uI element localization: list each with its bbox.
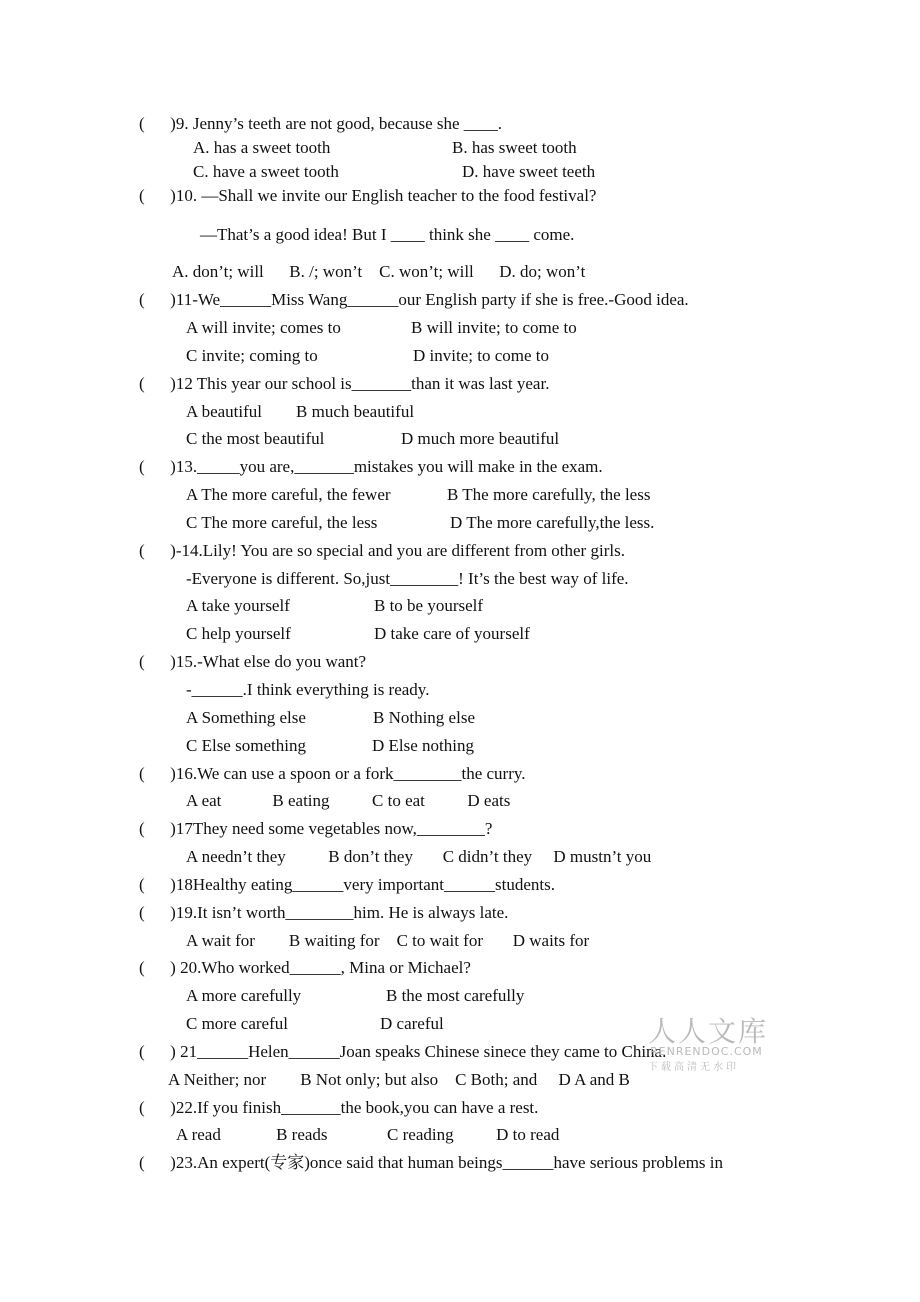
q13-option-c: C The more careful, the less (186, 513, 378, 532)
q16-options: A eat B eating C to eat D eats (186, 791, 511, 810)
q9-option-d: D. have sweet teeth (462, 162, 596, 181)
question-23: ( )23.An expert(专家)once said that human beings______have serious problems in (139, 1153, 724, 1172)
q15-option-b: B Nothing else (373, 708, 475, 727)
q12-option-d: D much more beautiful (401, 429, 560, 448)
question-12: ( )12 This year our school is_______than it was last year. (139, 374, 550, 393)
q11-option-b: B will invite; to come to (411, 318, 577, 337)
q15-option-c: C Else something (186, 736, 306, 755)
watermark-logo (648, 1016, 774, 1080)
q21-options: A Neither; nor B Not only; but also C Both; and D A and B (168, 1070, 630, 1089)
q15-option-d: D Else nothing (372, 736, 474, 755)
question-22: ( )22.If you finish_______the book,you can have a rest. (139, 1098, 539, 1117)
watermark-title: 人人文库 (648, 1015, 769, 1048)
q20-option-a: A more carefully (186, 986, 302, 1005)
q20-option-b: B the most carefully (386, 986, 525, 1005)
question-17: ( )17They need some vegetables now,________? (139, 819, 493, 838)
q20-option-d: D careful (380, 1014, 444, 1033)
question-11: ( )11-We______Miss Wang______our English party if she is free.-Good idea. (139, 290, 689, 309)
question-16: ( )16.We can use a spoon or a fork________the curry. (139, 764, 526, 783)
q11-option-d: D invite; to come to (413, 346, 549, 365)
q9-option-b: B. has sweet tooth (452, 138, 577, 157)
q9-option-c: C. have a sweet tooth (193, 162, 339, 181)
q14-reply: -Everyone is different. So,just________! It’s the best way of life. (186, 569, 629, 588)
q13-option-b: B The more carefully, the less (447, 485, 651, 504)
q20-option-c: C more careful (186, 1014, 288, 1033)
q15-reply: -______.I think everything is ready. (186, 680, 430, 699)
q22-options: A read B reads C reading D to read (176, 1125, 560, 1144)
question-13: ( )13._____you are,_______mistakes you will make in the exam. (139, 457, 603, 476)
q14-option-b: B to be yourself (374, 596, 484, 615)
question-20: ( ) 20.Who worked______, Mina or Michael? (139, 958, 471, 977)
watermark-domain: RENRENDOC.COM (650, 1045, 763, 1058)
q10-reply: —That’s a good idea! But I ____ think she ____ come. (200, 225, 575, 244)
q9-option-a: A. has a sweet tooth (193, 138, 331, 157)
question-10: ( )10. —Shall we invite our English teacher to the food festival? (139, 186, 597, 205)
question-9: ( )9. Jenny’s teeth are not good, because she ____. (139, 114, 503, 133)
question-21: ( ) 21______Helen______Joan speaks Chinese sinece they came to China. (139, 1042, 667, 1061)
question-19: ( )19.It isn’t worth________him. He is always late. (139, 903, 509, 922)
q13-option-a: A The more careful, the fewer (186, 485, 391, 504)
q14-option-c: C help yourself (186, 624, 291, 643)
question-18: ( )18Healthy eating______very important______students. (139, 875, 555, 894)
q12-option-c: C the most beautiful (186, 429, 325, 448)
watermark-tagline: 下载高清无水印 (648, 1062, 739, 1073)
q15-option-a: A Something else (186, 708, 306, 727)
q10-options: A. don’t; will B. /; won’t C. won’t; will D. do; won’t (172, 262, 586, 281)
q12-options-ab: A beautiful B much beautiful (186, 402, 415, 421)
q13-option-d: D The more carefully,the less. (450, 513, 655, 532)
q11-option-a: A will invite; comes to (186, 318, 341, 337)
q19-options: A wait for B waiting for C to wait for D waits for (186, 931, 590, 950)
question-15: ( )15.-What else do you want? (139, 652, 367, 671)
q14-option-d: D take care of yourself (374, 624, 530, 643)
question-14: ( )-14.Lily! You are so special and you are different from other girls. (139, 541, 625, 560)
q14-option-a: A take yourself (186, 596, 290, 615)
q11-option-c: C invite; coming to (186, 346, 318, 365)
q17-options: A needn’t they B don’t they C didn’t they D mustn’t you (186, 847, 652, 866)
